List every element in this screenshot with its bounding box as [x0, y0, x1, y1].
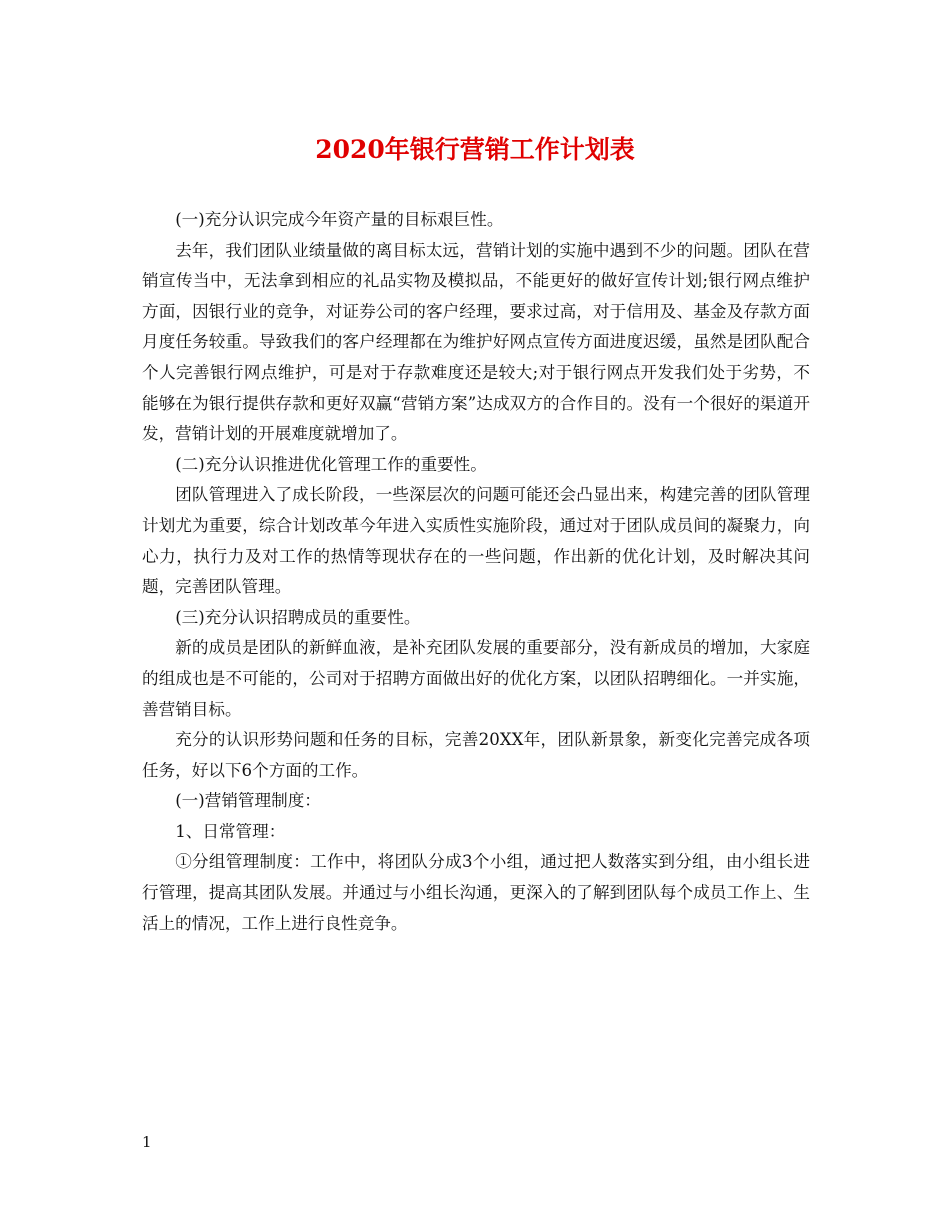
document-body: [142, 205, 810, 939]
paragraph: 团队管理进入了成长阶段，一些深层次的问题可能还会凸显出来，构建完善的团队管理计划尤为重要，综合计划改革今年进入实质性实施阶段，通过对于团队成员间的凝聚力，向心力，执行力及对工作的热情等现状存在的一些问题，作出新的优化计划，及时解决其问题，完善团队管理。: [142, 485, 810, 597]
document-title: 2020年银行营销工作计划表: [315, 135, 635, 164]
paragraph: 充分的认识形势问题和任务的目标，完善20XX年，团队新景象，新变化完善完成各项任务，好以下6个方面的工作。: [142, 730, 810, 780]
paragraph: (三)充分认识招聘成员的重要性。: [175, 607, 421, 627]
paragraph: ①分组管理制度：工作中，将团队分成3个小组，通过把人数落实到分组，由小组长进行管理，提高其团队发展。并通过与小组长沟通，更深入的了解到团队每个成员工作上、生活上的情况，工作上进行良性竞争。: [142, 852, 810, 933]
page-number: 1: [142, 1133, 152, 1151]
paragraph: 新的成员是团队的新鲜血液，是补充团队发展的重要部分，没有新成员的增加，大家庭的组成也是不可能的，公司对于招聘方面做出好的优化方案，以团队招聘细化。一并实施，善营销目标。: [142, 638, 810, 719]
paragraph: 1、日常管理：: [175, 821, 286, 841]
paragraph: 去年，我们团队业绩量做的离目标太远，营销计划的实施中遇到不少的问题。团队在营销宣传当中，无法拿到相应的礼品实物及模拟品，不能更好的做好宣传计划;银行网点维护方面，因银行业的竞争，对证券公司的客户经理，要求过高，对于信用及、基金及存款方面月度任务较重。导致我们的客户经理都在为维护好网点宣传方面进度迟缓，虽然是团队配合个人完善银行网点维护，可是对于存款难度还是较大;对于银行网点开发我们处于劣势，不能够在为银行提供存款和更好双赢“营销方案”达成双方的合作目的。没有一个很好的渠道开发，营销计划的开展难度就增加了。: [142, 240, 810, 444]
paragraph: (二)充分认识推进优化管理工作的重要性。: [175, 454, 487, 474]
paragraph: (一)营销管理制度：: [175, 791, 321, 811]
paragraph: (一)充分认识完成今年资产量的目标艰巨性。: [175, 210, 504, 229]
